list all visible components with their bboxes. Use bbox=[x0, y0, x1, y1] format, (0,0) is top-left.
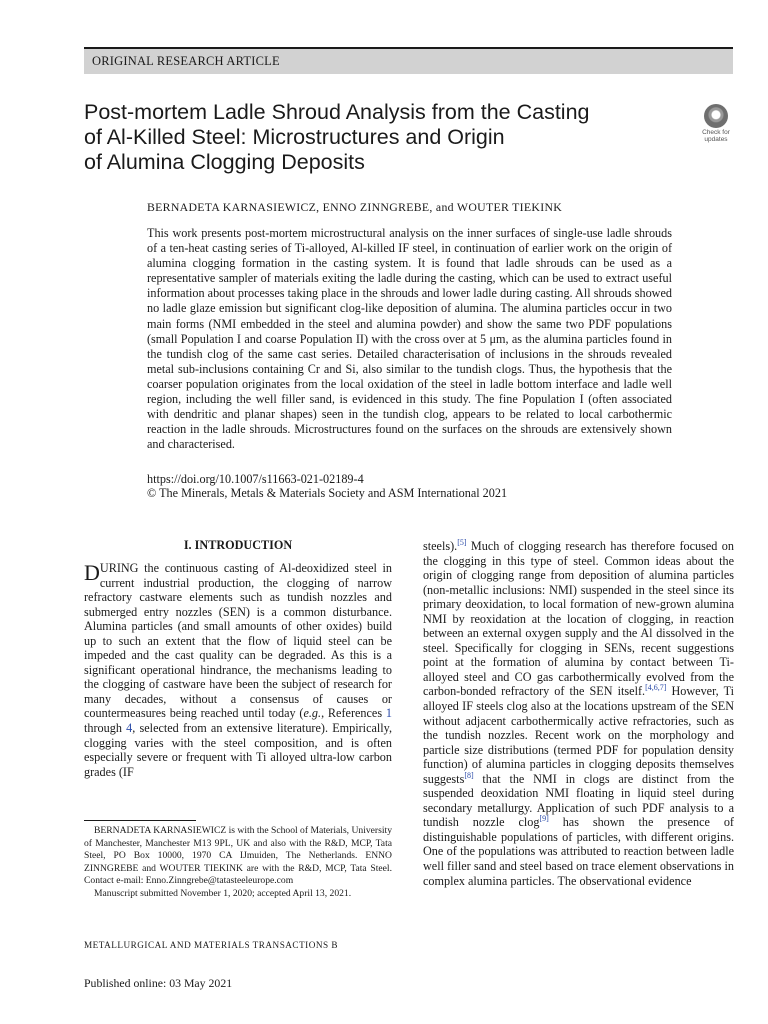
article-type-label: ORIGINAL RESEARCH ARTICLE bbox=[92, 54, 280, 68]
intro-text: , References bbox=[321, 706, 386, 721]
citation-link[interactable]: [4,6,7] bbox=[645, 683, 667, 693]
intro-text: , selected from an extensive literature). Empirically, clogging varies with the steel composition, and is often especially severe or frequent with Ti alloyed ultra-low carbon grades (IF bbox=[84, 721, 393, 779]
article-title bbox=[84, 100, 644, 175]
reference-link[interactable]: 1 bbox=[385, 706, 392, 721]
intro-left-column bbox=[84, 561, 392, 779]
intro-text: URING the continuous casting of Al-deoxidized steel in current industrial production, the clogging of narrow refractory castware elements such as tundish nozzles and submerged entry nozzles (SEN) is a common disturbance. Alumina particles (and small amounts of other oxides) build up to such an extent that the flow of liquid steel can be impeded and the cast quality can be degraded. As this is a significant operational hindrance, the mechanisms leading to the clogging of castware have been the subject of research for many decades, without a consensus of causes or countermeasures being reached until today ( bbox=[84, 561, 392, 721]
intro-text: Much of clogging research has therefore focused on the clogging in this type of steel. Common ideas about the origin of clogging range from deposition of alumina particles (non-metallic inclusions: NMI) suspended in the steel since its primary deoxidation, to local formation of new-grown alumina NMI by reoxidation at the location of clogging, in reaction between an external oxygen supply and the Al dissolved in the steel. Specifically for clogging in SENs, recent suggestions point at the formation of alumina by contact between Ti-alloyed steel and CO gas carbothermically evolved from the carbon-bonded refractory of the SEN itself. bbox=[423, 539, 734, 699]
intro-right-column bbox=[423, 539, 734, 888]
doi-link[interactable]: https://doi.org/10.1007/s11663-021-02189-4 bbox=[147, 472, 364, 486]
footnote-divider bbox=[84, 820, 196, 821]
title-line-2: of Al-Killed Steel: Microstructures and Origin bbox=[84, 125, 505, 149]
check-updates-icon bbox=[704, 104, 728, 128]
intro-text: However, Ti alloyed IF steels clog also at the locations upstream of the SEN without adjacent carbothermically active refractories, such as the tundish nozzles. Recent work on the morphology and particle size distributions (termed PDF for population density function) of alumina particles in clogging deposits themselves suggests bbox=[423, 684, 734, 786]
check-updates-label: Check for updates bbox=[702, 129, 730, 143]
intro-text: that the NMI in clogs are distinct from the suspended deoxidation NMI floating in liquid steel during secondary metallurgy. Application of such PDF analysis to a tundish nozzle clog bbox=[423, 771, 734, 830]
abstract: This work presents post-mortem microstructural analysis on the inner surfaces of single-use ladle shrouds of a ten-heat casting series of Ti-alloyed, Al-killed IF steel, in continuation of earlier work on the origin of alumina clogging formation in the casting system. It is found that ladle shrouds can be used as a representative sampler of materials exiting the ladle during the casting, which can be used to extract useful information about processes taking place in the shrouds and lower ladle during casting. All shrouds showed no ladle glaze emission but significant clog-like deposition of alumina. The alumina particles occur in two main forms (NMI embedded in the steel and alumina powder) and show the same two PDF populations (small Population I and coarse Population II) with the cross over at 5 μm, as the alumina particles found in the tundish clog of the same cast series. Detailed characterisation of inclusions in the shrouds revealed metal sub-inclusions containing Cr and Si, also similar to the tundish clogs. Thus, the hypothesis that the coarser population originates from the local oxidation of the steel in ladle bottom interface and ladle well region, including the well filler sand, is evidenced in this study. The fine Population I (often associated with dendritic and planar shapes) seen in the tundish clog, appears to be related to local carbothermic reaction in the ladle shrouds. Microstructures found on the surfaces on the shrouds are extensively shown and characterised. bbox=[147, 226, 672, 452]
reference-link[interactable]: 4 bbox=[126, 721, 133, 736]
section-heading-introduction: I. INTRODUCTION bbox=[183, 538, 293, 552]
check-for-updates-badge[interactable] bbox=[696, 104, 736, 144]
article-type-banner bbox=[84, 47, 733, 74]
citation-link[interactable]: [8] bbox=[464, 770, 474, 780]
drop-cap: D bbox=[84, 560, 100, 585]
intro-text: e.g. bbox=[303, 706, 322, 721]
author-footnote bbox=[84, 825, 392, 901]
intro-text: has shown the presence of distinguishable populations of particles, with different origins. One of the populations was attributed to reaction between ladle well filler sand and steel based on trace element observations in complex alumina particles. The observational evidence bbox=[423, 815, 734, 888]
journal-name: METALLURGICAL AND MATERIALS TRANSACTIONS B bbox=[84, 940, 339, 950]
citation-link[interactable]: [9] bbox=[539, 814, 549, 824]
submission-note: Manuscript submitted November 1, 2020; accepted April 13, 2021. bbox=[94, 887, 352, 899]
intro-text: steels). bbox=[423, 539, 458, 553]
title-line-3: of Alumina Clogging Deposits bbox=[84, 150, 365, 174]
published-date: Published online: 03 May 2021 bbox=[84, 976, 233, 990]
affiliation-note: BERNADETA KARNASIEWICZ is with the School of Materials, University of Manchester, Manchester M13 9PL, UK and also with the R&D, MCP, Tata Steel, PO Box 10000, 1970 CA IJmuiden, The Netherlands. ENNO ZINNGREBE and WOUTER TIEKINK are with the R&D, MCP, Tata Steel. Contact e-mail: Enno.Zinngrebe@tatasteeleurope.com bbox=[84, 825, 392, 887]
author-list: BERNADETA KARNASIEWICZ, ENNO ZINNGREBE, and WOUTER TIEKINK bbox=[147, 200, 563, 214]
citation-link[interactable]: [5] bbox=[457, 537, 467, 547]
title-line-1: Post-mortem Ladle Shroud Analysis from the Casting bbox=[84, 100, 590, 124]
intro-text: through bbox=[84, 721, 127, 736]
copyright-notice: © The Minerals, Metals & Materials Society and ASM International 2021 bbox=[147, 486, 508, 500]
